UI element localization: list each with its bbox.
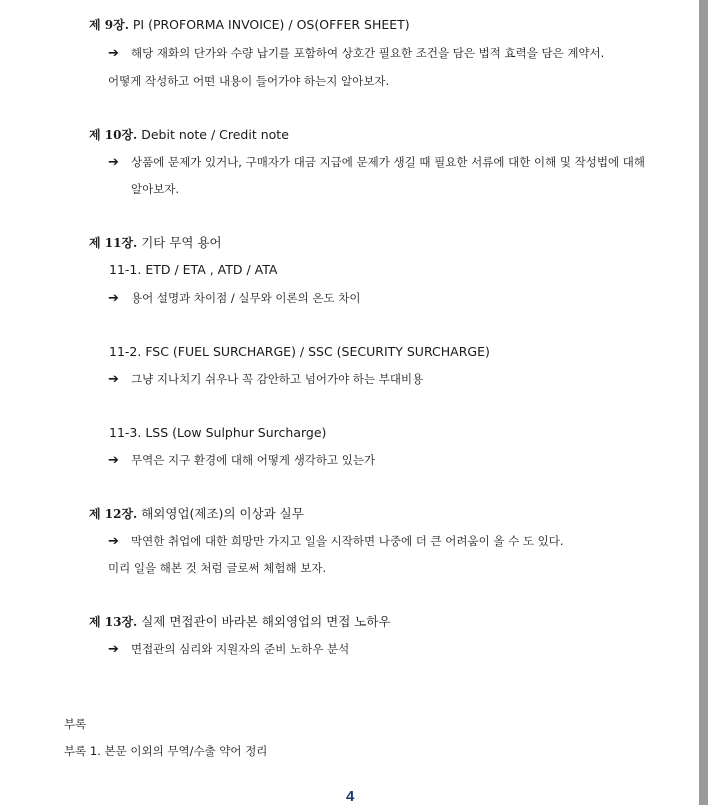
chapter-13-heading: [89, 614, 391, 630]
chapter-9-desc1: 해당 재화의 단가와 수량 납기를 포함하여 상호간 필요한 조건을 담은 법적 효력을 담은 계약서.: [131, 46, 605, 60]
arrow-right-icon: ➔: [108, 372, 119, 387]
chapter-12-desc1: 막연한 취업에 대한 희망만 가지고 일을 시작하면 나중에 더 큰 어려움이 올 수 도 있다.: [131, 534, 564, 548]
chapter-12-heading: [89, 506, 304, 522]
section-11-3-desc-text: 무역은 지구 환경에 대해 어떻게 생각하고 있는가: [131, 453, 376, 467]
appendix-item-1: 부록 1. 본문 이외의 무역/수출 약어 정리: [64, 744, 268, 758]
arrow-right-icon: ➔: [108, 453, 119, 468]
chapter-9-heading: [89, 17, 410, 33]
arrow-right-icon: ➔: [108, 534, 119, 549]
page-number: 4: [346, 788, 355, 805]
chapter-13-desc-line1: [108, 641, 349, 658]
section-11-3-title: 11-3. LSS (Low Sulphur Surcharge): [109, 425, 327, 440]
chapter-10-desc-line2: 알아보자.: [131, 182, 180, 196]
chapter-13-number: 제 13장.: [89, 615, 138, 629]
appendix-heading: 부록: [64, 717, 87, 731]
chapter-10-heading: [89, 127, 289, 143]
chapter-12-desc-line1: [108, 533, 564, 550]
chapter-12-desc-line2: 미리 일을 해본 것 처럼 글로써 체험해 보자.: [108, 561, 327, 575]
arrow-right-icon: ➔: [108, 46, 119, 61]
section-11-2-desc: [108, 371, 423, 388]
section-11-1-desc: [108, 290, 360, 307]
chapter-9-title: PI (PROFORMA INVOICE) / OS(OFFER SHEET): [132, 17, 410, 32]
arrow-right-icon: ➔: [108, 155, 119, 170]
chapter-13-desc1: 면접관의 심리와 지원자의 준비 노하우 분석: [131, 642, 350, 656]
page-edge-shadow: [699, 0, 708, 805]
chapter-11-title: 기타 무역 용어: [141, 235, 222, 250]
chapter-12-title: 해외영업(제조)의 이상과 실무: [141, 506, 304, 521]
chapter-12-number: 제 12장.: [89, 507, 138, 521]
chapter-13-title: 실제 면접관이 바라본 해외영업의 면접 노하우: [141, 614, 391, 629]
chapter-10-title: Debit note / Credit note: [141, 127, 289, 142]
chapter-9-desc-line2: 어떻게 작성하고 어떤 내용이 들어가야 하는지 알아보자.: [108, 74, 390, 88]
section-11-3-desc: [108, 452, 375, 469]
arrow-right-icon: ➔: [108, 642, 119, 657]
section-11-2-title: 11-2. FSC (FUEL SURCHARGE) / SSC (SECURITY SURCHARGE): [109, 344, 490, 359]
chapter-9-number: 제 9장.: [89, 18, 129, 32]
chapter-11-heading: [89, 235, 222, 251]
section-11-1-desc-text: 용어 설명과 차이점 / 실무와 이론의 온도 차이: [131, 291, 361, 305]
chapter-10-desc-line1: [108, 154, 645, 171]
section-11-2-desc-text: 그냥 지나치기 쉬우나 꼭 감안하고 넘어가야 하는 부대비용: [131, 372, 424, 386]
section-11-1-title: 11-1. ETD / ETA , ATD / ATA: [109, 262, 278, 277]
chapter-10-desc1: 상품에 문제가 있거나, 구매자가 대금 지급에 문제가 생길 때 필요한 서류에 대한 이해 및 작성법에 대해: [131, 155, 645, 169]
chapter-11-number: 제 11장.: [89, 236, 138, 250]
chapter-9-desc-line1: [108, 45, 604, 62]
arrow-right-icon: ➔: [108, 291, 119, 306]
chapter-10-number: 제 10장.: [89, 128, 138, 142]
